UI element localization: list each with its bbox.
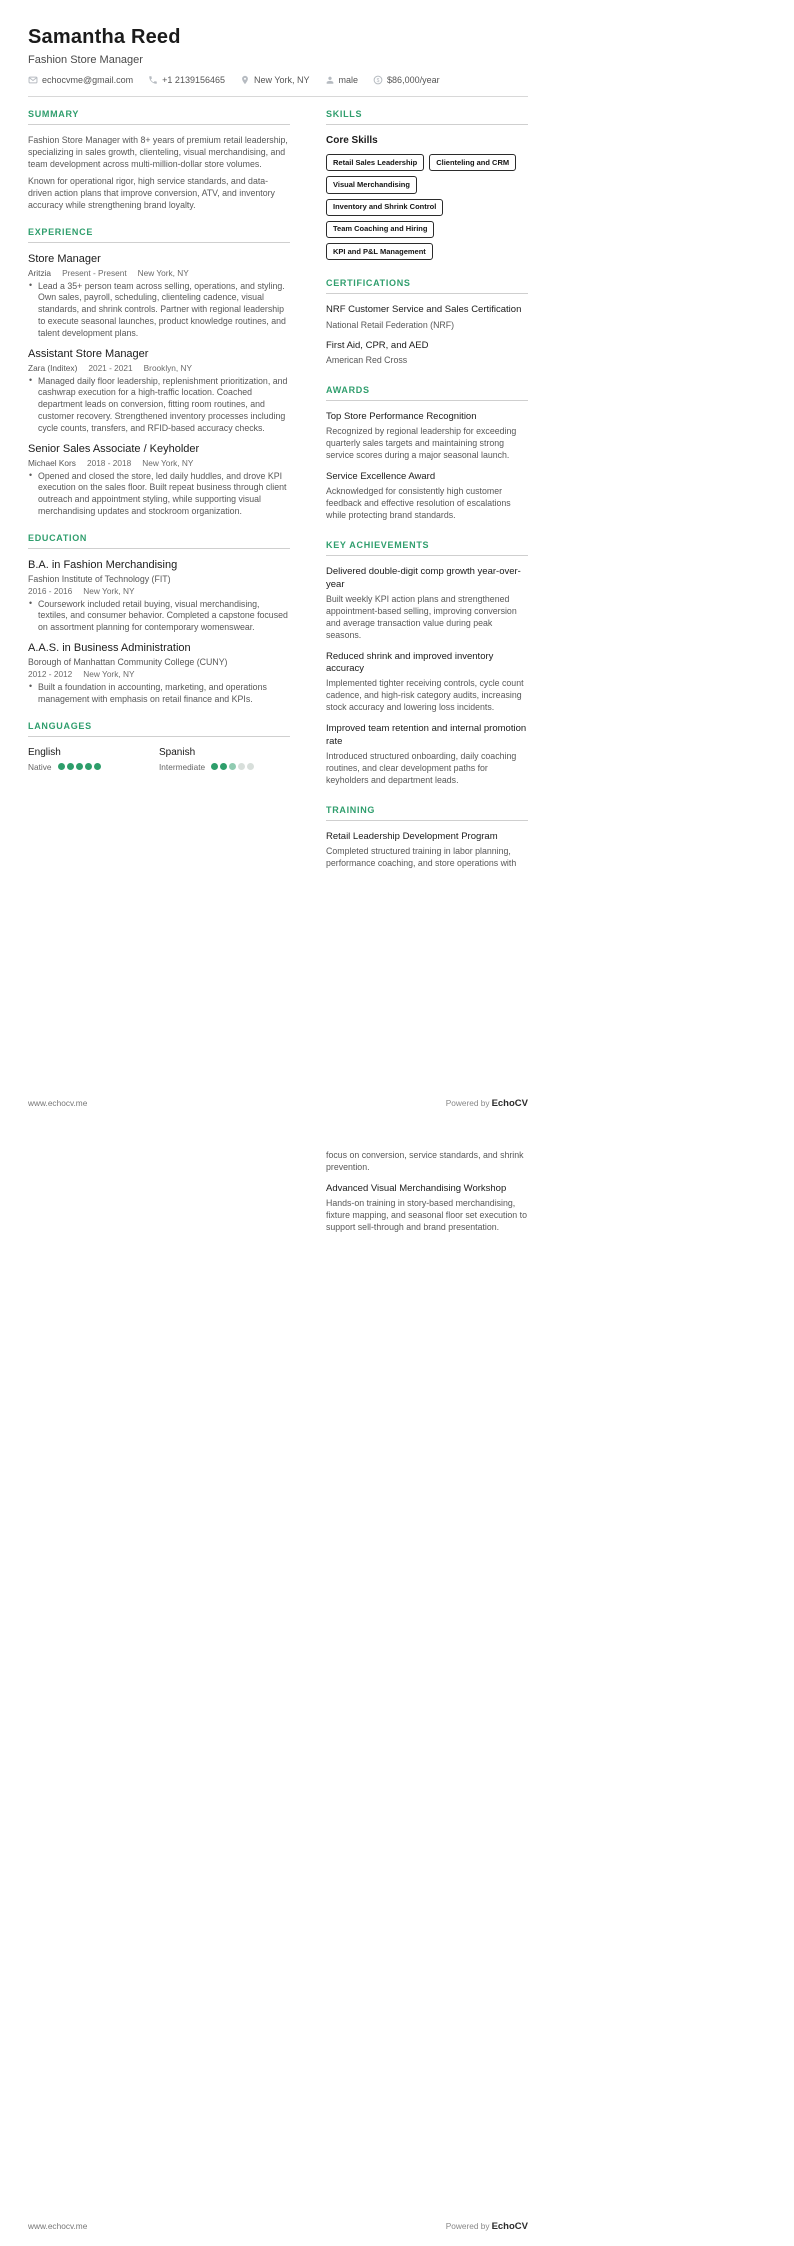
- experience-item: [28, 348, 290, 435]
- certifications-section: [326, 278, 528, 367]
- level-dot: [220, 763, 227, 770]
- contact-email-text: echocvme@gmail.com: [42, 75, 134, 85]
- experience-item: [28, 443, 290, 518]
- skill-chip: Team Coaching and Hiring: [326, 221, 434, 238]
- education-location: New York, NY: [83, 668, 135, 679]
- training-item: [326, 831, 528, 870]
- contact-row: [28, 75, 528, 85]
- achievement-item: [326, 566, 528, 642]
- award-description: Acknowledged for consistently high customer feedback and effective resolution of escalations while protecting brand standards.: [326, 486, 511, 521]
- skill-chip: Inventory and Shrink Control: [326, 199, 443, 216]
- education-degree: A.A.S. in Business Administration: [28, 641, 191, 654]
- certification-name: First Aid, CPR, and AED: [326, 339, 429, 351]
- level-dot: [85, 763, 92, 770]
- contact-phone: [148, 75, 225, 85]
- key-achievements-heading: KEY ACHIEVEMENTS: [326, 540, 528, 556]
- awards-heading: AWARDS: [326, 385, 528, 401]
- language-item: [28, 747, 159, 772]
- contact-location-text: New York, NY: [254, 75, 310, 85]
- training-item: [326, 1183, 528, 1234]
- experience-job-title: Senior Sales Associate / Keyholder: [28, 442, 200, 455]
- header-divider: [28, 96, 528, 97]
- education-dates: 2016 - 2016: [28, 585, 73, 596]
- award-title: Top Store Performance Recognition: [326, 410, 477, 422]
- experience-company: Zara (Inditex): [28, 362, 78, 373]
- experience-bullet: • Opened and closed the store, led daily huddles, and drove KPI execution on the sales floor. Built repeat business through client outreach and appointment styling, while supporting visual merchandising updates and stockroom organization.: [28, 471, 290, 518]
- training-description: Completed structured training in labor planning, performance coaching, and store operations with: [326, 846, 517, 869]
- skills-heading: SKILLS: [326, 109, 528, 125]
- experience-dates: Present - Present: [62, 267, 127, 278]
- experience-heading: EXPERIENCE: [28, 227, 290, 243]
- left-column: [28, 109, 290, 888]
- footer-powered-by: Powered by EchoCV: [445, 1098, 528, 1109]
- experience-item: [28, 253, 290, 340]
- summary-heading: SUMMARY: [28, 109, 290, 125]
- language-level: Intermediate: [159, 761, 206, 772]
- summary-paragraph: Known for operational rigor, high service standards, and data-driven action plans that improve conversion, ATV, and inventory accuracy while strengthening brand loyalty.: [28, 176, 275, 210]
- certification-name: NRF Customer Service and Sales Certification: [326, 304, 522, 316]
- achievement-title: Delivered double-digit comp growth year-over-year: [326, 566, 521, 590]
- education-meta: [28, 669, 290, 679]
- right-column: [326, 109, 528, 888]
- experience-meta: [28, 363, 290, 373]
- skills-section: [326, 109, 528, 260]
- skill-chip: Clienteling and CRM: [429, 154, 516, 171]
- experience-location: New York, NY: [137, 267, 189, 278]
- achievement-item: [326, 651, 528, 715]
- education-bullets: [28, 599, 290, 634]
- languages-heading: LANGUAGES: [28, 721, 290, 737]
- footer-site-url: www.echocv.me: [28, 1098, 88, 1108]
- footer-site-url: www.echocv.me: [28, 2221, 88, 2231]
- contact-salary-text: $86,000/year: [387, 75, 440, 85]
- candidate-job-title: Fashion Store Manager: [28, 54, 143, 66]
- training-section: [326, 805, 528, 870]
- contact-phone-text: +1 2139156465: [162, 75, 225, 85]
- svg-text:$: $: [376, 77, 380, 84]
- experience-job-title: Store Manager: [28, 252, 101, 265]
- skill-chip: Retail Sales Leadership: [326, 154, 424, 171]
- page-footer: [28, 1098, 528, 1109]
- skills-group-title: Core Skills: [326, 135, 378, 146]
- level-dot: [94, 763, 101, 770]
- education-school: Fashion Institute of Technology (FIT): [28, 573, 171, 584]
- award-title: Service Excellence Award: [326, 471, 436, 483]
- contact-location: [240, 75, 310, 85]
- page-footer: [28, 2221, 528, 2232]
- experience-meta: [28, 458, 290, 468]
- experience-bullets: [28, 281, 290, 340]
- education-school: Borough of Manhattan Community College (CUNY): [28, 656, 228, 667]
- experience-meta: [28, 268, 290, 278]
- achievement-description: Introduced structured onboarding, daily coaching routines, and clear development paths for keyholders and department leads.: [326, 750, 517, 785]
- level-dot: [211, 763, 218, 770]
- contact-salary: [373, 75, 440, 85]
- training-description-continued: focus on conversion, service standards, and shrink prevention.: [326, 1150, 524, 1172]
- level-dot: [67, 763, 74, 770]
- level-dot: [76, 763, 83, 770]
- experience-dates: 2021 - 2021: [88, 362, 133, 373]
- training-title: Advanced Visual Merchandising Workshop: [326, 1182, 507, 1194]
- education-item: [28, 642, 290, 706]
- achievement-item: [326, 723, 528, 787]
- certification-issuer: National Retail Federation (NRF): [326, 319, 455, 330]
- skill-chip: Visual Merchandising: [326, 176, 417, 193]
- achievement-title: Improved team retention and internal promotion rate: [326, 723, 527, 747]
- level-dot: [238, 763, 245, 770]
- summary-section: [28, 109, 290, 212]
- resume-header: [28, 26, 528, 97]
- location-pin-icon: [240, 75, 250, 85]
- education-meta: [28, 586, 290, 596]
- achievement-title: Reduced shrink and improved inventory accuracy: [326, 650, 494, 675]
- certification-item: [326, 304, 528, 331]
- level-dot: [247, 763, 254, 770]
- experience-location: New York, NY: [142, 457, 194, 468]
- languages-section: [28, 721, 290, 772]
- experience-section: [28, 227, 290, 518]
- achievement-description: Implemented tighter receiving controls, cycle count cadence, and high-risk category audits, increasing stock accuracy and lowering loss incidents.: [326, 678, 524, 713]
- level-dot: [229, 763, 236, 770]
- language-name: English: [28, 746, 61, 758]
- experience-company: Aritzia: [28, 267, 52, 278]
- education-section: [28, 533, 290, 706]
- training-section-continued: [326, 1150, 528, 1243]
- award-item: [326, 411, 528, 462]
- contact-email: [28, 75, 133, 85]
- training-title: Retail Leadership Development Program: [326, 830, 498, 842]
- experience-bullet: • Lead a 35+ person team across selling, operations, and styling. Own sales, payroll, scheduling, clienteling cadence, visual standards, and shrink controls. Partner with regional leadership to execute seasonal launches, product knowledge routines, and talent development plans.: [28, 281, 290, 340]
- certifications-heading: CERTIFICATIONS: [326, 278, 528, 294]
- candidate-name: Samantha Reed: [28, 26, 181, 48]
- footer-brand: EchoCV: [491, 1098, 528, 1109]
- language-item: [159, 747, 290, 772]
- experience-bullet: • Managed daily floor leadership, replenishment prioritization, and cashwrap execution for a high-traffic location. Coached department leads on conversion, fitting room routines, and customer recovery. Strengthened inventory processes including cycle counts, transfers, and RFID-based accuracy checks.: [28, 376, 290, 435]
- level-dot: [58, 763, 65, 770]
- experience-bullets: [28, 471, 290, 518]
- achievement-description: Built weekly KPI action plans and strengthened appointment-based selling, improving conversion and average transaction value during peak seasons.: [326, 593, 517, 640]
- experience-bullets: [28, 376, 290, 435]
- awards-section: [326, 385, 528, 522]
- education-location: New York, NY: [83, 585, 135, 596]
- certification-item: [326, 340, 528, 367]
- experience-company: Michael Kors: [28, 457, 76, 468]
- education-bullets: [28, 682, 290, 706]
- experience-job-title: Assistant Store Manager: [28, 347, 149, 360]
- skill-chip: KPI and P&L Management: [326, 243, 433, 260]
- education-item: [28, 559, 290, 634]
- language-level-dots: [211, 763, 254, 770]
- experience-location: Brooklyn, NY: [143, 362, 193, 373]
- contact-gender-text: male: [338, 75, 359, 85]
- phone-icon: [148, 75, 158, 85]
- mail-icon: [28, 75, 38, 85]
- education-dates: 2012 - 2012: [28, 668, 73, 679]
- experience-dates: 2018 - 2018: [86, 457, 132, 468]
- summary-paragraph: Fashion Store Manager with 8+ years of premium retail leadership, specializing in sales growth, clienteling, visual merchandising, and team development across multi-million-dollar store volumes.: [28, 135, 288, 169]
- training-description: Hands-on training in story-based merchandising, fixture mapping, and seasonal floor set execution to support sell-through and brand presentation.: [326, 1198, 527, 1233]
- training-heading: TRAINING: [326, 805, 528, 821]
- person-icon: [325, 75, 335, 85]
- certification-issuer: American Red Cross: [326, 354, 408, 365]
- education-bullet: • Built a foundation in accounting, marketing, and operations management with emphasis on retail finance and KPIs.: [28, 682, 290, 706]
- salary-icon: [373, 75, 383, 85]
- footer-powered-by: Powered by EchoCV: [445, 2221, 528, 2232]
- award-description: Recognized by regional leadership for exceeding quarterly sales targets and maintaining strong service scores during a major seasonal launch.: [326, 426, 517, 461]
- resume-page-2: [0, 1123, 794, 2246]
- skill-chips: [326, 154, 528, 260]
- language-level-dots: [58, 763, 101, 770]
- education-degree: B.A. in Fashion Merchandising: [28, 558, 178, 571]
- footer-brand: EchoCV: [491, 2221, 528, 2232]
- education-bullet: • Coursework included retail buying, visual merchandising, textiles, and consumer behavior. Completed a capstone focused on assortment planning for contemporary womenswear.: [28, 599, 290, 634]
- language-name: Spanish: [159, 746, 196, 758]
- education-heading: EDUCATION: [28, 533, 290, 549]
- language-level: Native: [28, 761, 52, 772]
- key-achievements-section: [326, 540, 528, 787]
- award-item: [326, 471, 528, 522]
- contact-gender: [325, 75, 359, 85]
